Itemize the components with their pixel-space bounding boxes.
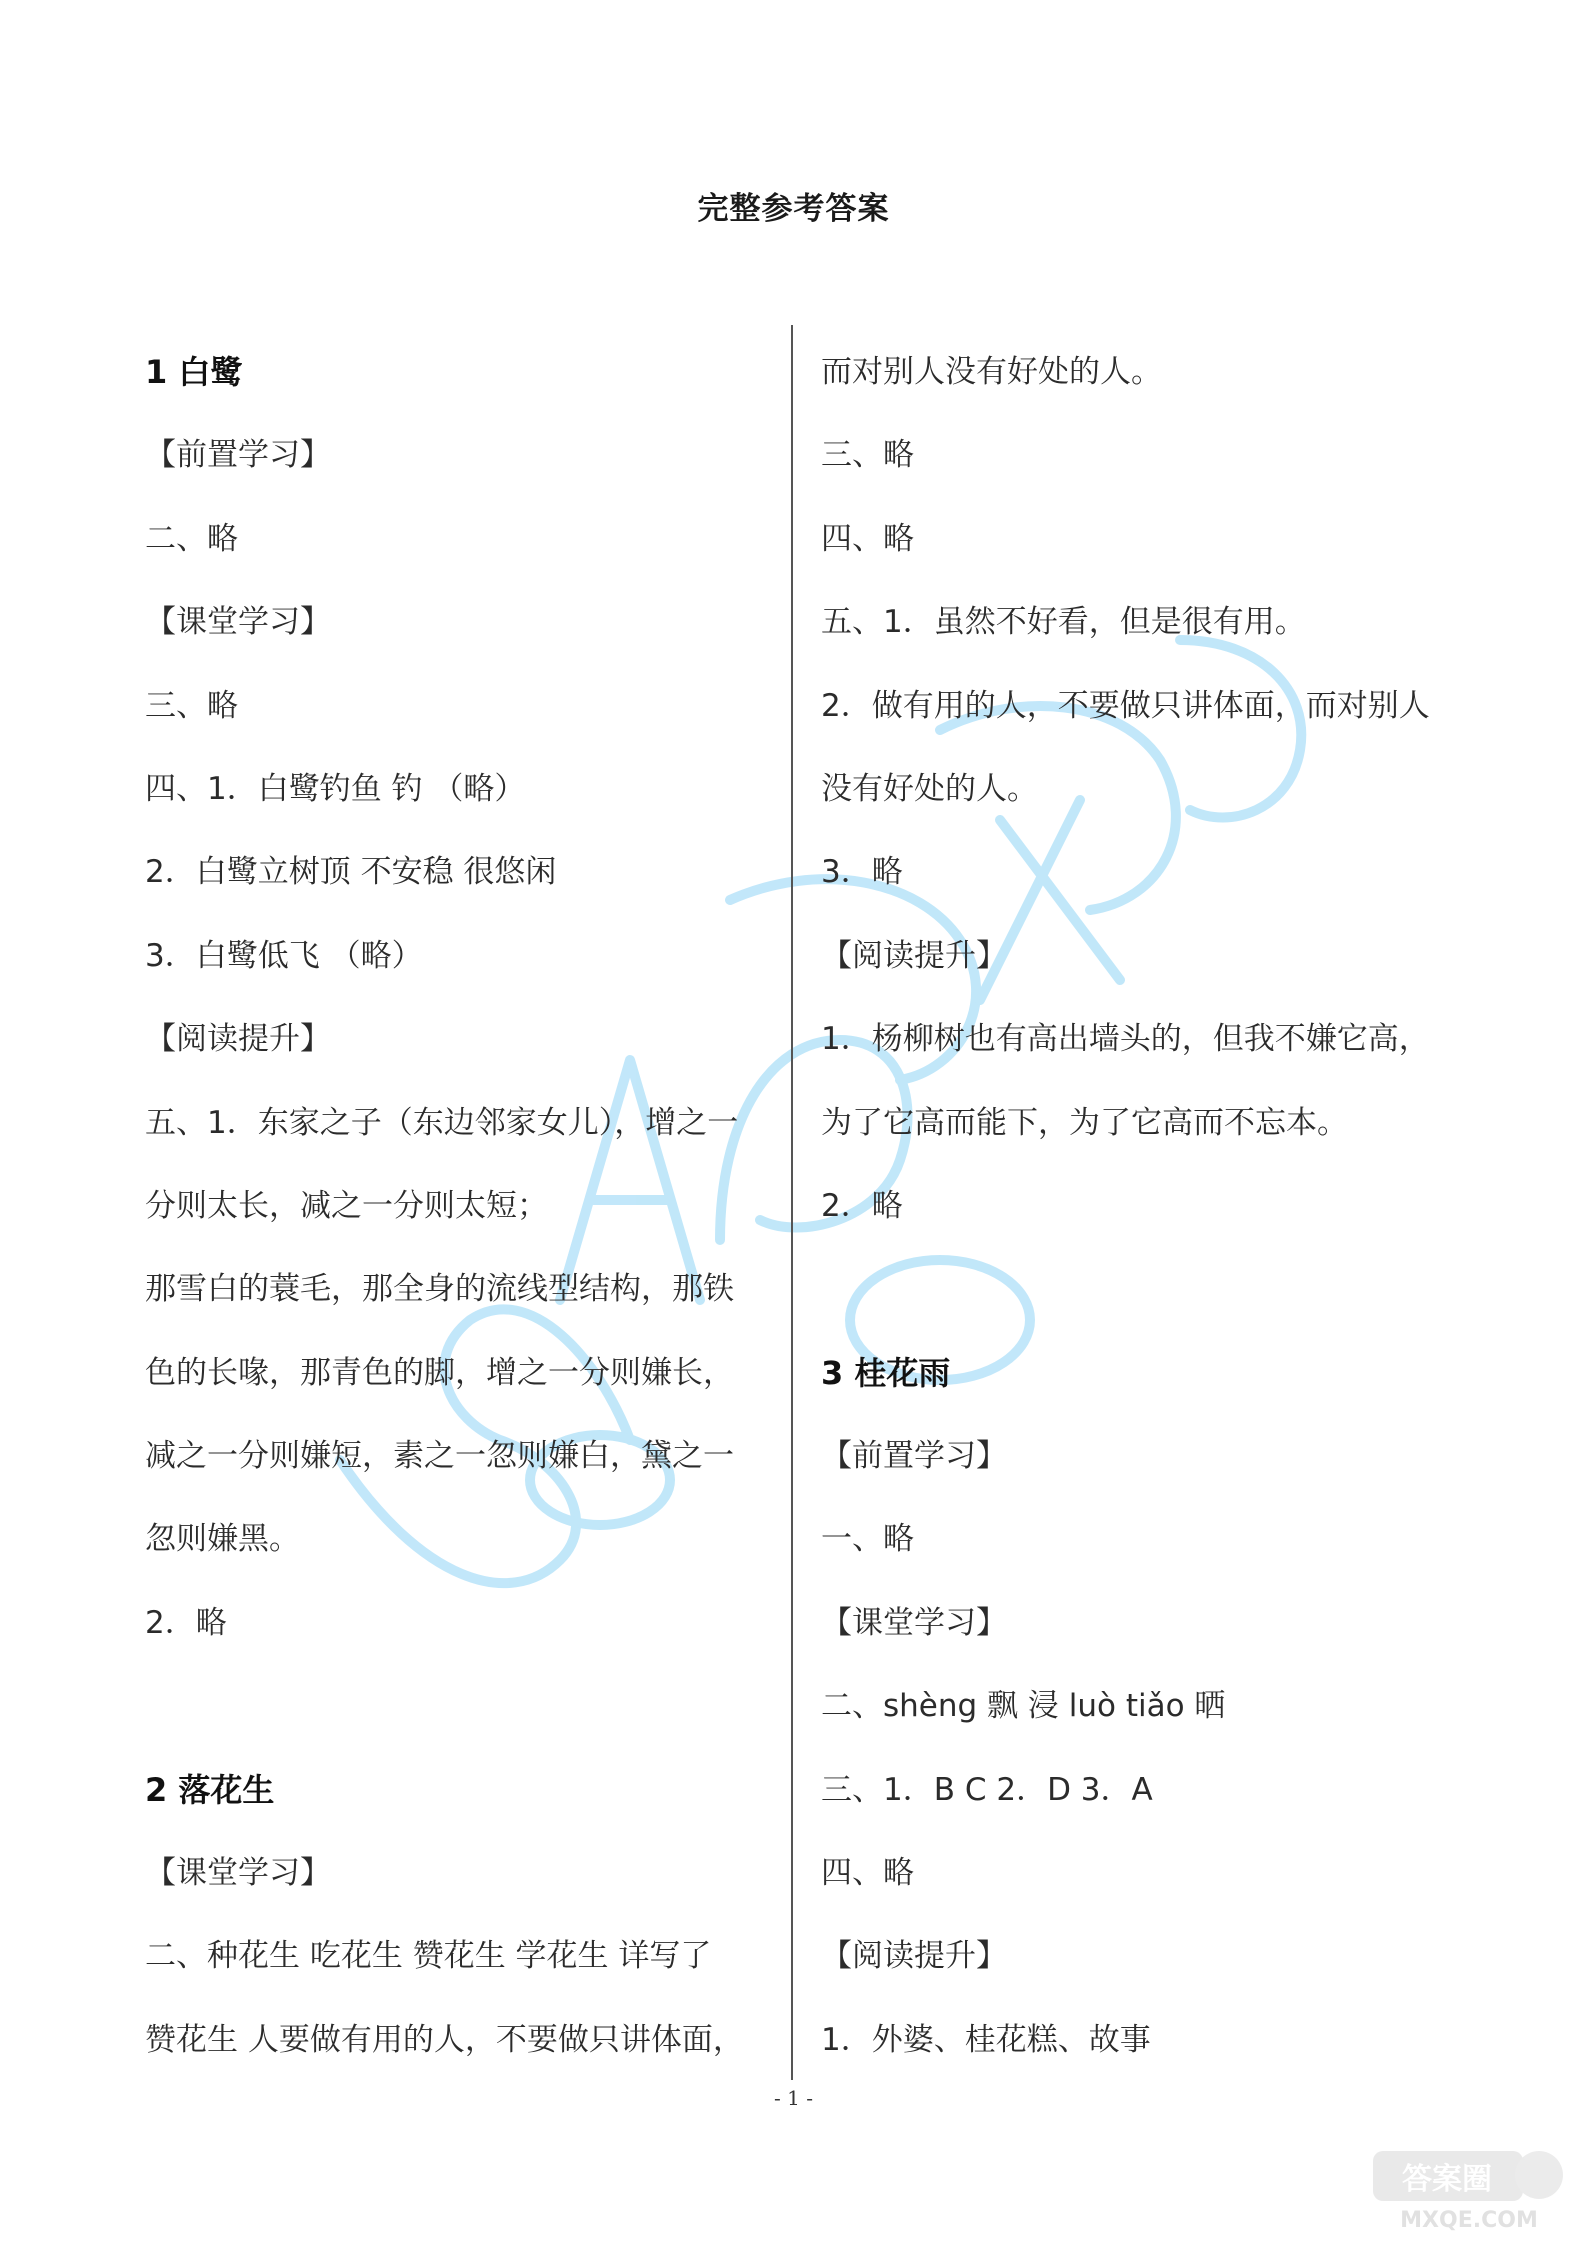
answer-line: 【课堂学习】 [821, 1604, 1007, 1641]
section-heading: 2 落花生 [145, 1770, 275, 1809]
left-column [145, 339, 770, 2090]
answer-line: 五、1．东家之子（东边邻家女儿），增之一 [145, 1104, 739, 1141]
answer-line: 一、略 [821, 1521, 914, 1558]
site-logo [1369, 2145, 1569, 2235]
answer-line: 减之一分则嫌短，素之一忽则嫌白，黛之一 [145, 1438, 734, 1475]
answer-line: 五、1．虽然不好看，但是很有用。 [821, 604, 1306, 641]
answer-line: 【前置学习】 [145, 437, 331, 474]
answer-line: 四、1．白鹭钓鱼 钓 （略） [145, 770, 526, 807]
answer-line: 三、略 [145, 687, 238, 724]
logo-badge-circle [1515, 2151, 1563, 2199]
answer-line: 分则太长，减之一分则太短； [145, 1187, 548, 1224]
answer-line: 四、略 [821, 520, 914, 557]
answer-line: 赞花生 人要做有用的人，不要做只讲体面， [145, 2021, 744, 2058]
answer-line: 二、shèng 飘 浸 luò tiǎo 晒 [821, 1688, 1226, 1725]
answer-line: 【阅读提升】 [821, 937, 1007, 974]
section-heading: 1 白鹭 [145, 353, 243, 391]
answer-line: 1．外婆、桂花糕、故事 [821, 2021, 1151, 2058]
logo-site-text: MXQE.COM [1400, 2208, 1538, 2233]
answer-line: 二、略 [145, 520, 238, 557]
answer-line: 四、略 [821, 1855, 914, 1892]
answer-line: 【阅读提升】 [145, 1021, 331, 1058]
answer-line: 2．略 [145, 1604, 227, 1641]
section-heading: 3 桂花雨 [821, 1353, 951, 1392]
page-number: - 1 - [774, 2086, 813, 2110]
answer-line: 2．做有用的人，不要做只讲体面，而对别人 [821, 687, 1430, 724]
answer-line: 没有好处的人。 [821, 770, 1038, 807]
answer-line: 那雪白的蓑毛，那全身的流线型结构，那铁 [145, 1271, 734, 1308]
answer-line: 2．略 [821, 1187, 903, 1224]
answer-line: 【阅读提升】 [821, 1938, 1007, 1975]
page-title: 完整参考答案 [697, 191, 890, 227]
answer-line: 忽则嫌黑。 [145, 1521, 300, 1558]
answer-line: 2．白鹭立树顶 不安稳 很悠闲 [145, 854, 557, 891]
answer-line: 二、种花生 吃花生 赞花生 学花生 详写了 [145, 1938, 712, 1975]
answer-line: 3．略 [821, 854, 903, 891]
answer-line: 三、略 [821, 437, 914, 474]
answer-line: 为了它高而能下，为了它高而不忘本。 [821, 1104, 1348, 1141]
blank-line [821, 1256, 1461, 1339]
right-column [821, 339, 1461, 2090]
answer-line: 三、1．B C 2．D 3．A [821, 1771, 1153, 1808]
answer-line: 【课堂学习】 [145, 604, 331, 641]
answer-line: 【课堂学习】 [145, 1855, 331, 1892]
column-divider [791, 325, 793, 2080]
answer-line: 【前置学习】 [821, 1438, 1007, 1475]
answer-line: 1．杨柳树也有高出墙头的，但我不嫌它高， [821, 1021, 1430, 1058]
answer-line: 色的长喙，那青色的脚，增之一分则嫌长， [145, 1354, 734, 1391]
blank-line [145, 1673, 770, 1756]
answer-line: 而对别人没有好处的人。 [821, 354, 1162, 390]
logo-text: 答案圈 [1402, 2162, 1492, 2197]
answer-line: 3．白鹭低飞 （略） [145, 937, 423, 974]
